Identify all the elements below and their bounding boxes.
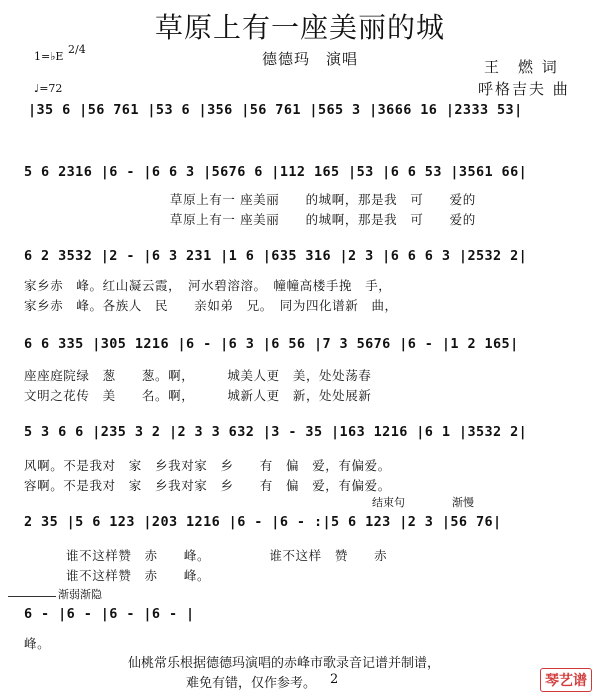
lyricist-credit: 王 燃 词 bbox=[484, 58, 559, 76]
score-line-4-lyric-2: 文明之花传 美 名。啊， 城新人更 新，处处展新 bbox=[24, 388, 372, 403]
score-line-2-lyric-2: 草原上有一 座美丽 的城啊，那是我 可 爱的 bbox=[170, 212, 476, 227]
score-line-1-notes: |35 6 |56 761 |53 6 |356 |56 761 |565 3 |3666 16 |2333 53| bbox=[28, 102, 523, 118]
ritardando-mark: 渐慢 bbox=[452, 496, 474, 509]
key-signature: 1=♭E bbox=[34, 50, 64, 63]
footer-note-1: 仙桃常乐根据德德玛演唱的赤峰市歌录音记谱并制谱， bbox=[128, 656, 441, 671]
ending-phrase-mark: 结束句 bbox=[372, 496, 405, 509]
score-line-4-lyric-1: 座座庭院绿 葱 葱。啊， 城美人更 美，处处荡春 bbox=[24, 368, 372, 383]
score-line-2-lyric-1: 草原上有一 座美丽 的城啊，那是我 可 爱的 bbox=[170, 192, 476, 207]
fade-line bbox=[8, 596, 56, 597]
tempo-marking: ♩=72 bbox=[34, 82, 63, 95]
page-mark: 2 bbox=[330, 672, 339, 687]
score-line-7-notes: 6 - |6 - |6 - |6 - | bbox=[24, 606, 195, 622]
score-line-5-notes: 5 3 6 6 |235 3 2 |2 3 3 632 |3 - 35 |163 1216 |6 1 |3532 2| bbox=[24, 424, 528, 440]
song-title: 草原上有一座美丽的城 bbox=[154, 11, 445, 44]
time-signature: 2/4 bbox=[68, 43, 86, 56]
score-line-6-lyric-2: 谁不这样赞 赤 峰。 bbox=[66, 568, 211, 583]
site-logo: 琴艺谱 bbox=[540, 668, 592, 692]
score-line-5-lyric-1: 风啊。不是我对 家 乡我对家 乡 有 偏 爱，有偏爱。 bbox=[24, 458, 391, 473]
score-line-3-lyric-1: 家乡赤 峰。红山凝云霞， 河水碧溶溶。 幢幢高楼手挽 手， bbox=[24, 278, 392, 293]
score-line-3-lyric-2: 家乡赤 峰。各族人 民 亲如弟 兄。 同为四化谱新 曲， bbox=[24, 298, 398, 313]
score-line-4-notes: 6 6 335 |305 1216 |6 - |6 3 |6 56 |7 3 5676 |6 - |1 2 165| bbox=[24, 336, 519, 352]
fade-out-mark: 渐弱渐隐 bbox=[58, 588, 102, 601]
score-line-6-notes: 2 35 |5 6 123 |203 1216 |6 - |6 - :|5 6 123 |2 3 |56 76| bbox=[24, 514, 502, 530]
footer-note-2: 难免有错，仅作参考。 bbox=[186, 676, 317, 691]
singer-credit: 德德玛 演唱 bbox=[262, 50, 359, 68]
composer-credit: 呼格吉夫 曲 bbox=[478, 80, 570, 98]
score-line-3-notes: 6 2 3532 |2 - |6 3 231 |1 6 |635 316 |2 3 |6 6 6 3 |2532 2| bbox=[24, 248, 528, 264]
score-line-5-lyric-2: 容啊。不是我对 家 乡我对家 乡 有 偏 爱，有偏爱。 bbox=[24, 478, 391, 493]
score-line-7-lyric-1: 峰。 bbox=[24, 636, 51, 651]
score-line-6-lyric-1: 谁不这样赞 赤 峰。 谁不这样 赞 赤 bbox=[66, 548, 388, 563]
score-line-2-notes: 5 6 2316 |6 - |6 6 3 |5676 6 |112 165 |53 |6 6 53 |3561 66| bbox=[24, 164, 528, 180]
